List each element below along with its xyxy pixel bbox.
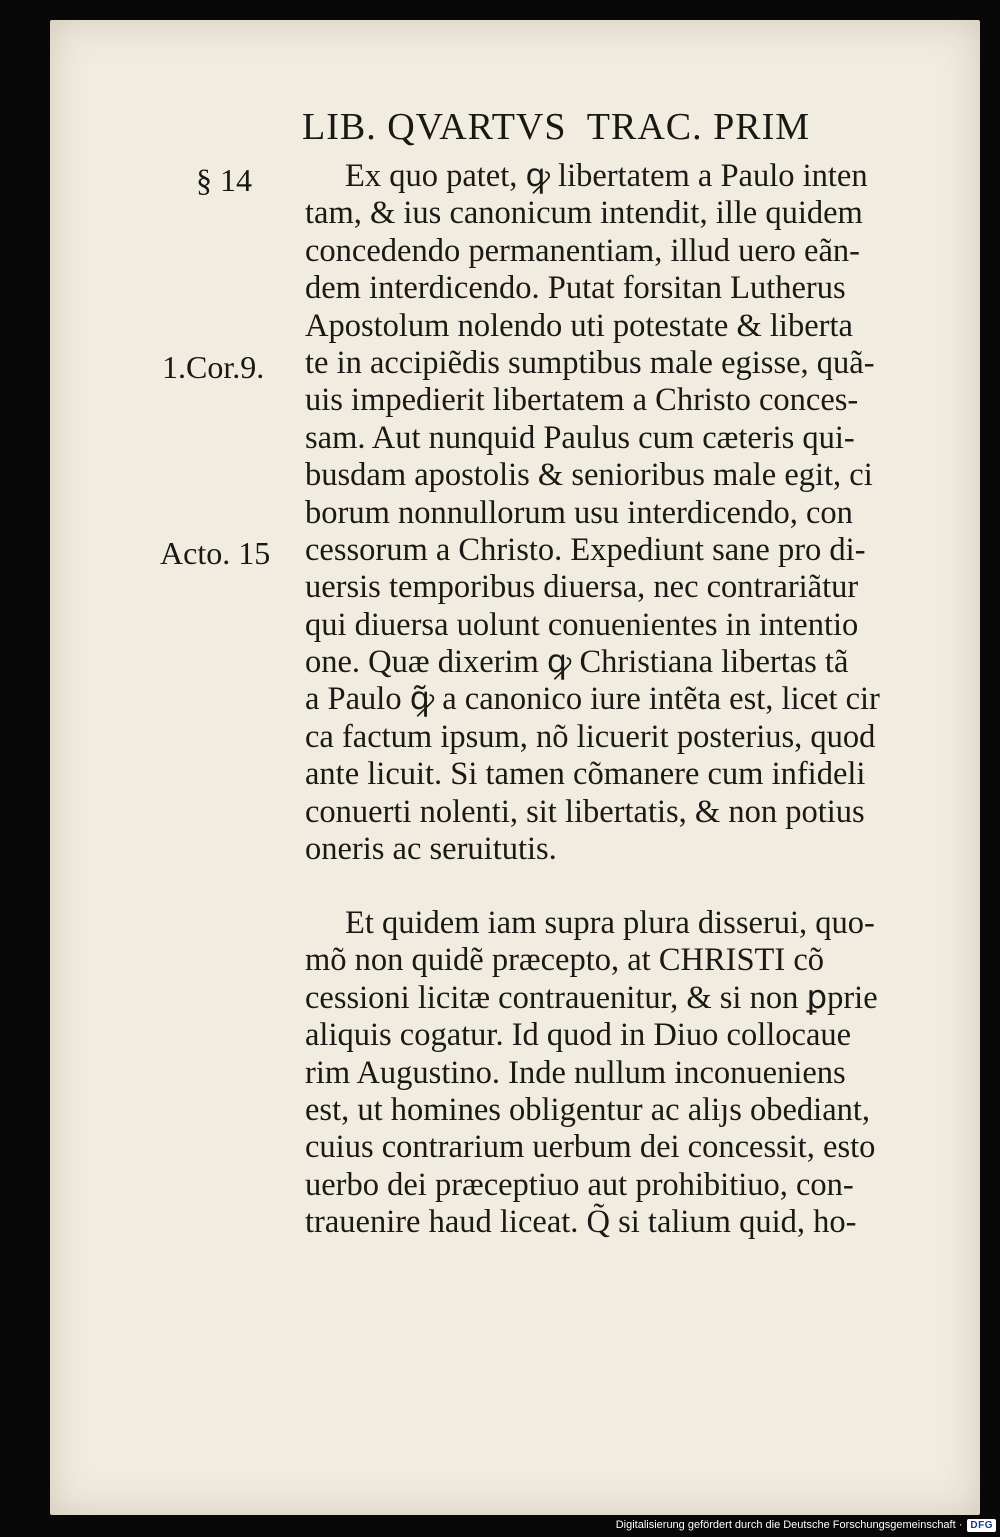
text-line: concedendo permanentiam, illud uero eãn- [305,232,860,269]
text-line: a Paulo ꝙ̃ a canonico iure intẽta est, licet cir [305,681,880,718]
digitization-footer [616,1515,996,1535]
text-line: trauenire haud liceat. Q̃ si talium quid, ho- [305,1204,857,1241]
running-header: LIB. QVARTVS TRAC. PRIM [302,106,811,148]
text-line: ante licuit. Si tamen cõmanere cum infideli [305,756,866,793]
footer-credit-text: Digitalisierung gefördert durch die Deutsche Forschungsgemeinschaft · [615,1519,963,1531]
text-line: cessioni licitæ contrauenitur, & si non ꝑprie [305,979,878,1016]
text-line: Apostolum nolendo uti potestate & liberta [305,307,853,344]
text-line: dem interdicendo. Putat forsitan Lutherus [305,270,846,307]
text-line: sam. Aut nunquid Paulus cum cæteris qui- [305,419,855,456]
text-line: ca factum ipsum, nõ licuerit posterius, quod [305,718,876,755]
text-line: cessorum a Christo. Expediunt sane pro di- [305,531,866,568]
text-line: uis impedierit libertatem a Christo conces- [305,382,859,419]
text-line: tam, & ius canonicum intendit, ille quidem [305,195,863,232]
paragraph-1 [305,158,945,868]
text-line: mõ non quidẽ præcepto, at CHRISTI cõ [305,942,825,979]
text-line: uersis temporibus diuersa, nec contrariãtur [305,569,859,606]
text-line: busdam apostolis & senioribus male egit, ci [305,457,873,494]
text-line: conuerti nolenti, sit libertatis, & non potius [305,793,865,830]
text-line: oneris ac seruitutis. [305,831,557,868]
margin-reference-acts: Acto. 15 [160,535,271,571]
text-line: uerbo dei præceptiuo aut prohibitiuo, con- [305,1166,854,1203]
paragraph-2 [305,905,945,1242]
text-line: cuius contrarium uerbum dei concessit, esto [305,1129,876,1166]
margin-reference-cor: 1.Cor.9. [162,349,265,385]
text-line: Ex quo patet, ꝙ libertatem a Paulo inten [345,158,868,194]
text-line: rim Augustino. Inde nullum inconueniens [305,1054,846,1091]
text-line: aliquis cogatur. Id quod in Diuo collocaue [305,1017,852,1054]
margin-section-mark: § 14 [196,162,252,198]
text-line: te in accipiẽdis sumptibus male egisse, quã- [305,344,875,381]
dfg-logo: DFG [967,1519,996,1532]
text-line: Et quidem iam supra plura disserui, quo- [345,905,875,941]
text-line: borum nonnullorum usu interdicendo, con [305,494,853,531]
text-line: est, ut homines obligentur ac aliȷs obediant, [305,1091,871,1128]
text-line: one. Quæ dixerim ꝙ Christiana libertas tã [305,644,849,681]
text-line: qui diuersa uolunt conuenientes in intentio [305,606,859,643]
